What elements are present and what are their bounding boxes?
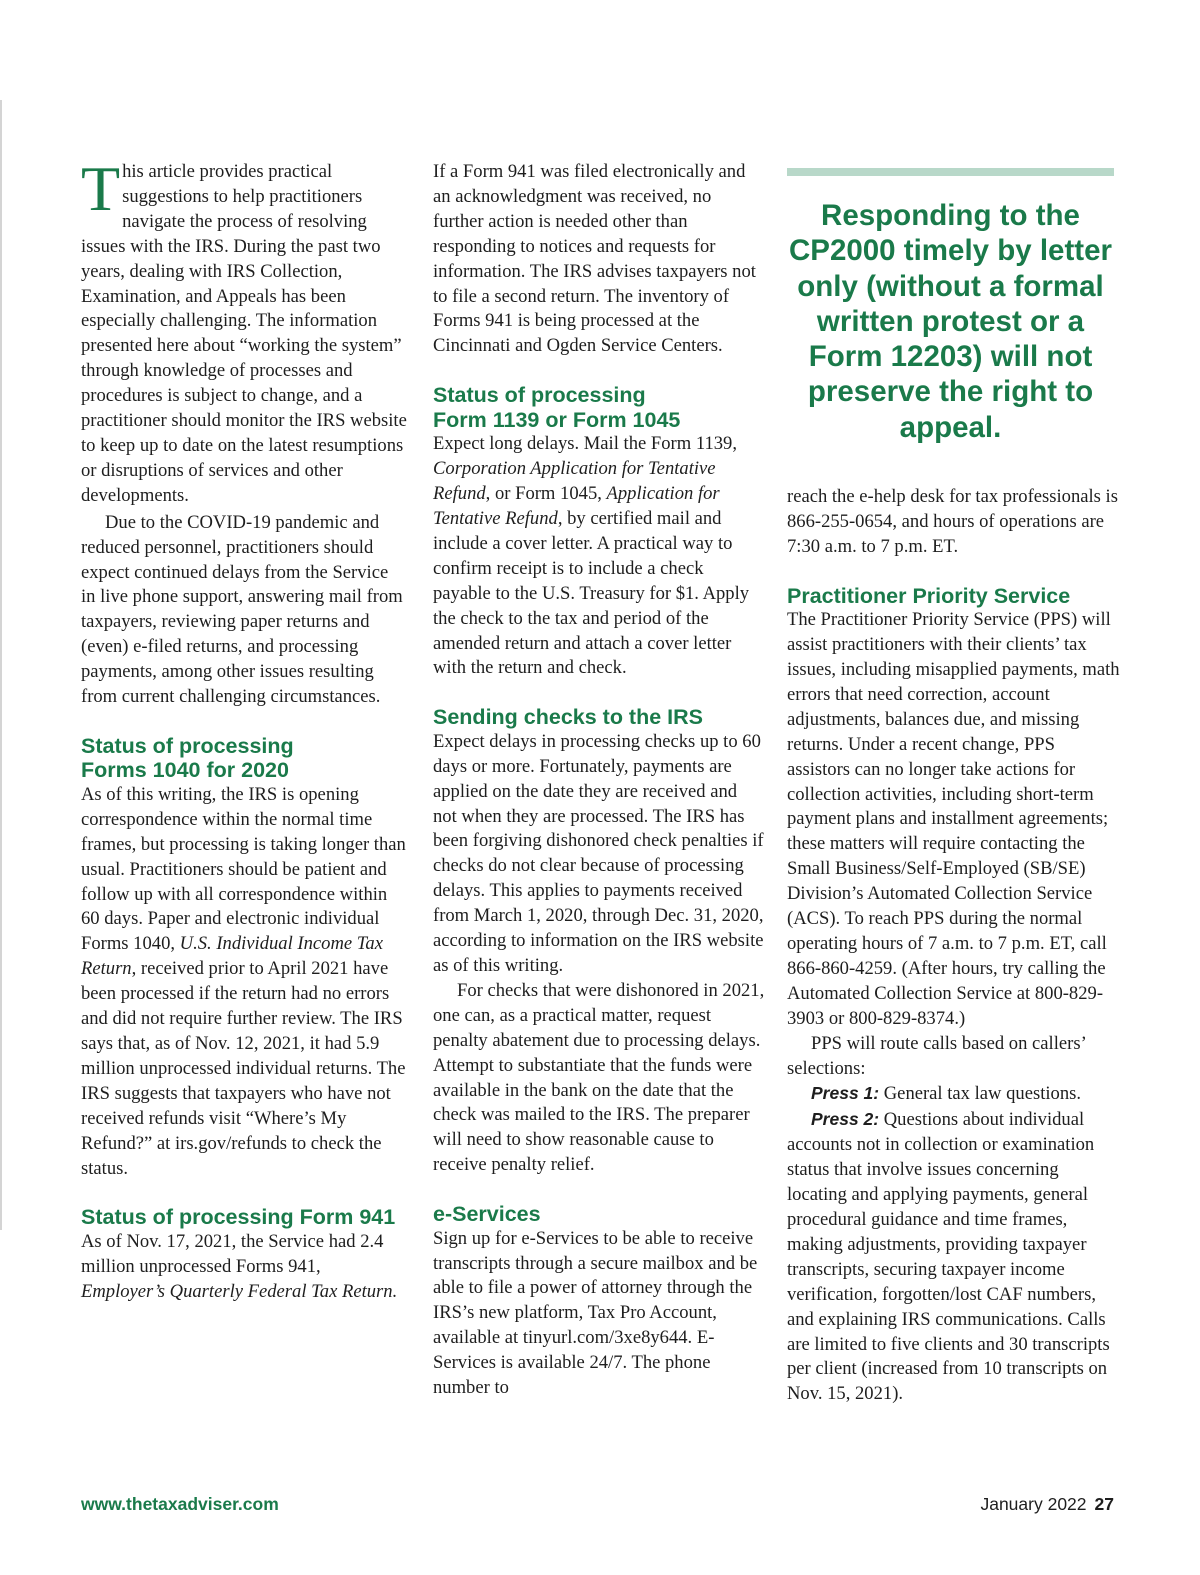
forms-1040-paragraph: As of this writing, the IRS is opening correspondence within the normal time frames, but processing is taking longer than usual. Practitioners should be patient and follow up with all correspondence within 60 days. Paper and electronic individual Forms 1040, U.S. Individual Income Tax Return, received prior to April 2021 have been processed if the return had no errors and did not require further review. The IRS says that, as of Nov. 12, 2021, it had 5.9 million unprocessed individual returns. The IRS suggests that taxpayers who have not received refunds visit “Where’s My Refund?” at irs.gov/refunds to check the status.	[81, 783, 406, 1179]
press-2-item: Press 2: Questions about individual accounts not in collection or examination status that involve issues concerning locating and applying payments, general procedural guidance and time frames, making adjustments, providing taxpayer transcripts, securing taxpayer income verification, forgotten/lost CAF numbers, and explaining IRS communications. Calls are limited to five clients and 30 transcripts per client (increased from 10 transcripts on Nov. 15, 2021).	[787, 1109, 1110, 1405]
issue-date: January 2022	[980, 1494, 1087, 1514]
column-3	[787, 485, 1120, 1407]
form-1139-paragraph: Expect long delays. Mail the Form 1139, Corporation Application for Tentative Refund, or Form 1045, Application for Tentative Refund, by certified mail and include a cover letter. A practical way to confirm receipt is to include a check payable to the U.S. Treasury for $1. Apply the check to the tax and period of the amended return and attach a cover letter with the return and check.	[433, 433, 750, 679]
checks-paragraph-2: For checks that were dishonored in 2021, one can, as a practical matter, request penalty abatement due to processing delays. Attempt to substantiate that the funds were available in the bank on the date that the check was mailed to the IRS. The preparer will need to show reasonable cause to receive penalty relief.	[433, 979, 765, 1176]
footer-website: www.thetaxadviser.com	[81, 1494, 279, 1514]
intro-paragraph: This article provides practical suggestions to help practitioners navigate the process of resolving issues with the IRS. During the past two years, dealing with IRS Collection, Examination, and Appeals has been especially challenging. The information presented here about “working the system” through knowledge of processes and procedures is subject to change, and a practitioner should monitor the IRS website to keep up to date on the latest resumptions or disruptions of services and other developments.	[81, 153, 407, 506]
page-number: 27	[1094, 1494, 1114, 1514]
form-941-paragraph: As of Nov. 17, 2021, the Service had 2.4 million unprocessed Forms 941, Employer’s Quarterly Federal Tax Return.	[81, 1230, 398, 1302]
column-2	[433, 160, 765, 1401]
heading-form-941: Status of processing Form 941	[81, 1205, 396, 1230]
heading-e-services: e-Services	[433, 1202, 541, 1227]
footer-issue	[980, 1494, 1114, 1515]
heading-practitioner-priority-service: Practitioner Priority Service	[787, 583, 1071, 608]
e-services-continued-paragraph: reach the e-help desk for tax professionals is 866-255-0654, and hours of operations are 7:30 a.m. to 7 p.m. ET.	[787, 486, 1118, 557]
press-2-label: Press 2:	[811, 1109, 880, 1130]
pps-paragraph: The Practitioner Priority Service (PPS) will assist practitioners with their clients’ tax issues, including misapplied payments, math errors that need correction, account adjustments, balances due, and missing returns. Under a recent change, PPS assistors can no longer take actions for collection activities, including short-term payment plans and installment agreements; these matters will require contacting the Small Business/Self-Employed (SB/SE) Division’s Automated Collection Service (ACS). To reach PPS during the normal operating hours of 7 a.m. to 7 p.m. ET, call 866-860-4259. (After hours, try calling the Automated Collection Service at 800-829-3903 or 800-829-8374.)	[787, 609, 1120, 1029]
column-1	[81, 153, 407, 1305]
press-1-item: Press 1: General tax law questions.	[811, 1083, 1081, 1105]
heading-forms-1040: Status of processing Forms 1040 for 2020	[81, 733, 294, 783]
pps-route-paragraph: PPS will route calls based on callers’ selections:	[787, 1032, 1086, 1079]
covid-paragraph: Due to the COVID-19 pandemic and reduced personnel, practitioners should expect continued delays from the Service in live phone support, answering mail from taxpayers, reviewing paper returns and (even) e-filed returns, and processing payments, among other issues resulting from current challenging circumstances.	[81, 511, 403, 708]
pull-quote: Responding to the CP2000 timely by letter only (without a formal written protest or a Form 12203) will not preserve the right to appeal.	[788, 199, 1113, 444]
e-services-paragraph: Sign up for e-Services to be able to receive transcripts through a secure mailbox and be able to file a power of attorney through the IRS’s new platform, Tax Pro Account, available at tinyurl.com/3xe8y644. E-Services is available 24/7. The phone number to	[433, 1227, 758, 1399]
heading-sending-checks: Sending checks to the IRS	[433, 705, 703, 730]
heading-form-1139: Status of processing Form 1139 or Form 1045	[433, 383, 681, 432]
press-1-label: Press 1:	[811, 1083, 880, 1104]
page-binding-line	[0, 100, 2, 1230]
checks-paragraph-1: Expect delays in processing checks up to 60 days or more. Fortunately, payments are applied on the date they are received and not when they are processed. The IRS has been forgiving dishonored check penalties if checks do not clear because of processing delays. This applies to payments received from March 1, 2020, through Dec. 31, 2020, according to information on the IRS website as of this writing.	[433, 730, 764, 976]
pullquote-rule	[787, 168, 1114, 176]
drop-cap: T	[81, 153, 121, 224]
form-941-continued-paragraph: If a Form 941 was filed electronically and an acknowledgment was received, no further action is needed other than responding to notices and requests for information. The IRS advises taxpayers not to file a second return. The inventory of Forms 941 is being processed at the Cincinnati and Ogden Service Centers.	[433, 161, 756, 357]
